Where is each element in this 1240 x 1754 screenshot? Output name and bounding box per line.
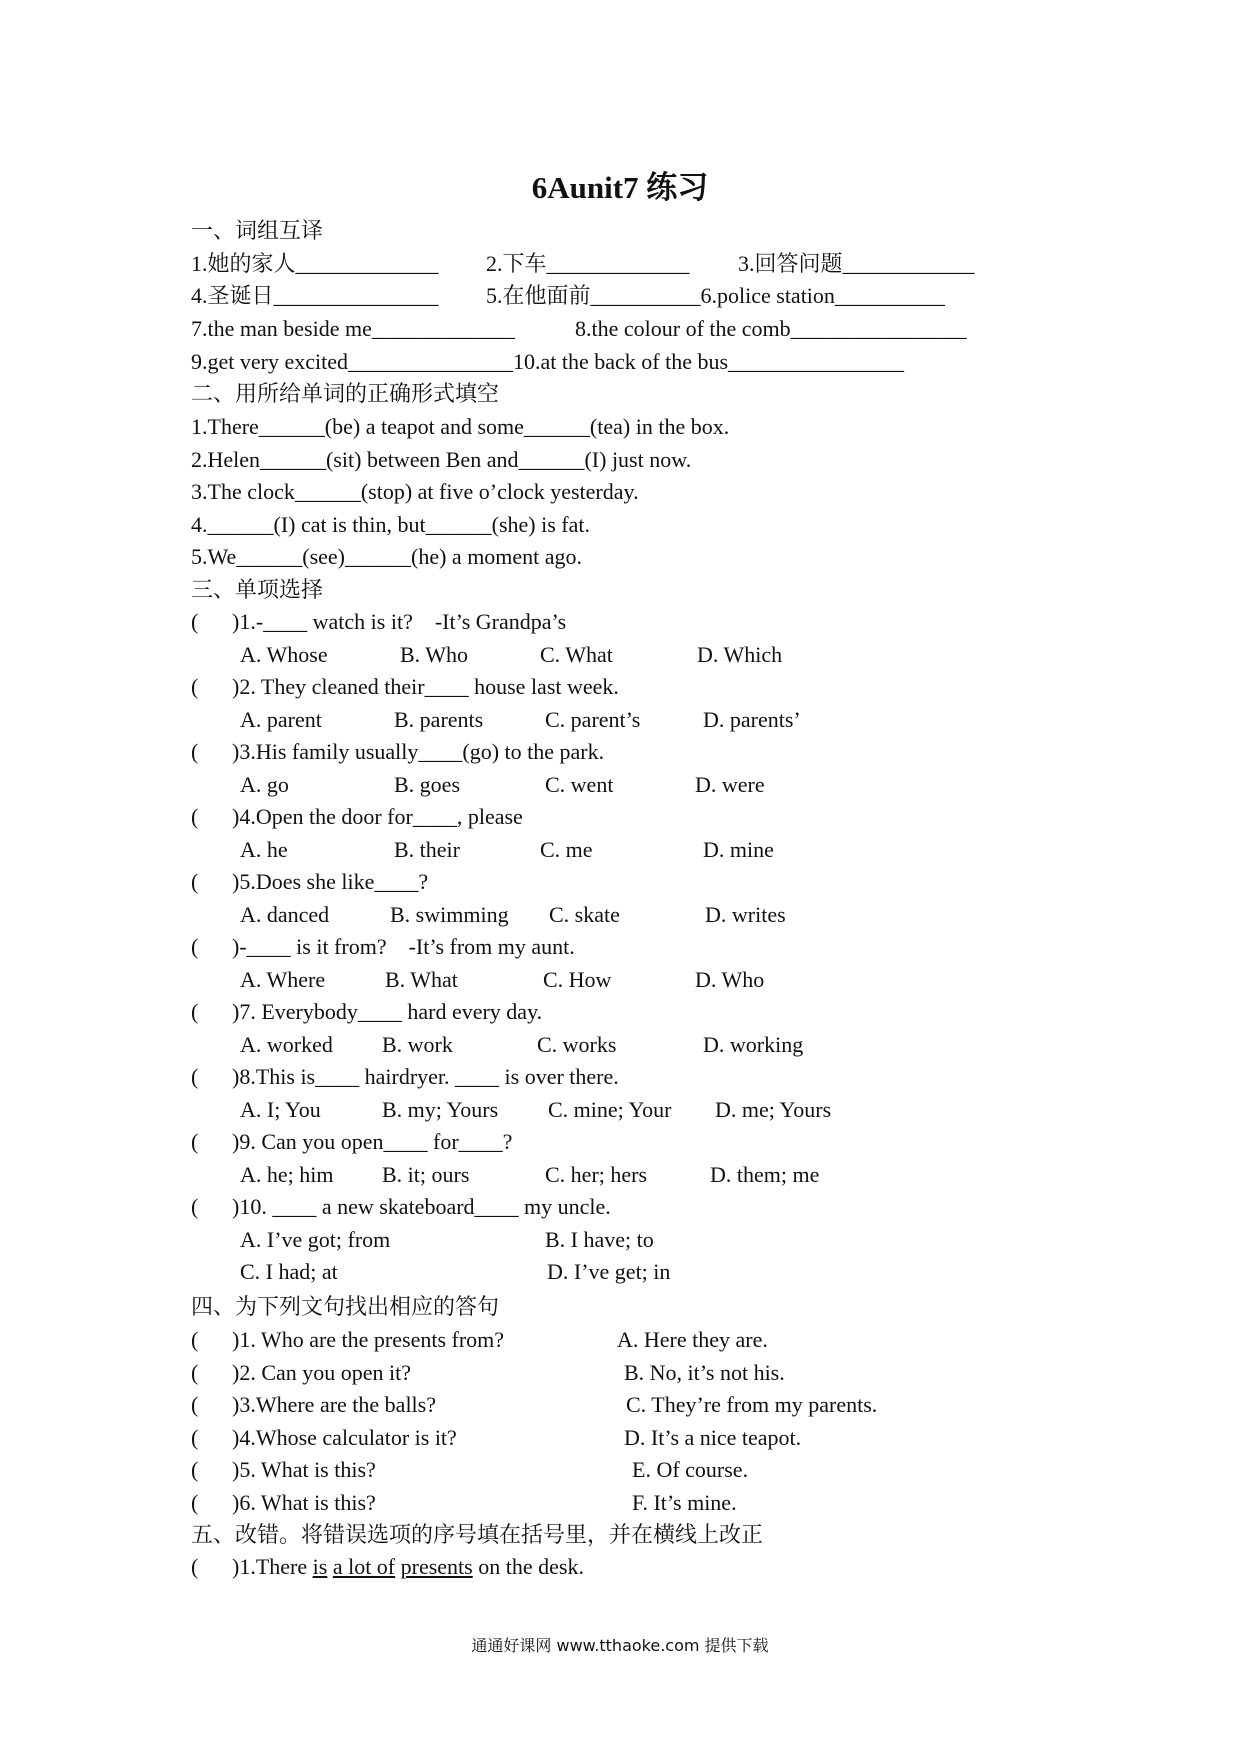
s3-q2-option-a: A. parent (240, 707, 322, 732)
section4-heading: 四、为下列文句找出相应的答句 (191, 1294, 500, 1319)
s3-q1-option-b: B. Who (400, 642, 469, 667)
s3-q9-option-b: B. it; ours (382, 1162, 470, 1187)
s4-answer-a: A. Here they are. (617, 1327, 768, 1352)
s3-q5-option-c: C. skate (549, 902, 620, 927)
s4-q1-paren: ( (191, 1327, 199, 1352)
section3-heading: 三、单项选择 (191, 577, 324, 602)
s4-q3-paren: ( (191, 1392, 199, 1417)
s3-q6-option-b: B. What (385, 967, 458, 992)
s3-q3-option-b: B. goes (394, 772, 460, 797)
s4-q4-paren: ( (191, 1425, 199, 1450)
s3-q10-option-d: D. I’ve get; in (547, 1259, 671, 1284)
s4-q3-question: )3.Where are the balls? (232, 1392, 436, 1417)
s3-q10-option-b: B. I have; to (545, 1227, 654, 1252)
s3-q8-option-c: C. mine; Your (548, 1097, 672, 1122)
s3-q10-option-a: A. I’ve got; from (240, 1227, 391, 1252)
s5-q1-underline-a: is (312, 1554, 328, 1579)
s3-q7-option-d: D. working (703, 1032, 804, 1057)
s4-q2-question: )2. Can you open it? (232, 1360, 412, 1385)
s3-q1-option-a: A. Whose (240, 642, 328, 667)
s3-q3-paren: ( (191, 739, 199, 764)
s3-q4-option-d: D. mine (703, 837, 774, 862)
s3-q1-question: )1.-____ watch is it? -It’s Grandpa’s (232, 609, 567, 634)
s4-q6-question: )6. What is this? (232, 1490, 376, 1515)
s4-answer-e: E. Of course. (632, 1457, 749, 1482)
s4-q5-paren: ( (191, 1457, 199, 1482)
s3-q7-paren: ( (191, 999, 199, 1024)
s3-q9-paren: ( (191, 1129, 199, 1154)
s1-row3-item1: 7.the man beside me_____________ (191, 316, 515, 341)
s4-answer-d: D. It’s a nice teapot. (624, 1425, 802, 1450)
s3-q2-question: )2. They cleaned their____ house last week. (232, 674, 619, 699)
s4-q4-question: )4.Whose calculator is it? (232, 1425, 457, 1450)
s3-q6-option-d: D. Who (695, 967, 765, 992)
s3-q4-option-b: B. their (394, 837, 460, 862)
s4-answer-b: B. No, it’s not his. (624, 1360, 785, 1385)
s3-q9-option-a: A. he; him (240, 1162, 334, 1187)
s4-q6-paren: ( (191, 1490, 199, 1515)
s3-q6-option-c: C. How (543, 967, 612, 992)
s2-line4: 4.______(I) cat is thin, but______(she) is fat. (191, 512, 590, 537)
s1-row1-item1: 1.她的家人_____________ (191, 251, 439, 276)
s3-q8-option-d: D. me; Yours (715, 1097, 832, 1122)
s2-line5: 5.We______(see)______(he) a moment ago. (191, 544, 583, 569)
s3-q7-option-a: A. worked (240, 1032, 333, 1057)
s3-q6-option-a: A. Where (240, 967, 326, 992)
s5-q1-post: on the desk. (472, 1554, 584, 1579)
s5-q1-paren: ( (191, 1554, 199, 1579)
s3-q5-option-d: D. writes (705, 902, 786, 927)
s3-q4-paren: ( (191, 804, 199, 829)
section1-heading: 一、词组互译 (191, 218, 324, 243)
s1-row1-item3: 3.回答问题____________ (738, 251, 975, 276)
s1-row3-item2: 8.the colour of the comb________________ (575, 316, 967, 341)
s5-q1 (232, 1552, 584, 1582)
s3-q1-option-d: D. Which (697, 642, 783, 667)
s3-q5-paren: ( (191, 869, 199, 894)
s3-q7-option-c: C. works (537, 1032, 617, 1057)
s3-q2-option-b: B. parents (394, 707, 484, 732)
section5-heading: 五、改错。将错误选项的序号填在括号里，并在横线上改正 (191, 1522, 764, 1547)
s3-q3-option-d: D. were (695, 772, 765, 797)
s5-q1-underline-c: presents (400, 1554, 473, 1579)
s3-q4-option-c: C. me (540, 837, 593, 862)
s3-q6-paren: ( (191, 934, 199, 959)
s3-q10-option-c: C. I had; at (240, 1259, 338, 1284)
s3-q3-option-a: A. go (240, 772, 289, 797)
s3-q5-option-a: A. danced (240, 902, 330, 927)
s4-q1-question: )1. Who are the presents from? (232, 1327, 505, 1352)
s3-q4-option-a: A. he (240, 837, 288, 862)
s1-row2-item2: 5.在他面前__________6.police station__________ (486, 283, 945, 308)
s3-q2-option-d: D. parents’ (703, 707, 801, 732)
s2-line1: 1.There______(be) a teapot and some______(tea) in the box. (191, 414, 730, 439)
s3-q9-option-d: D. them; me (710, 1162, 820, 1187)
s5-q1-pre: )1.There (232, 1554, 313, 1579)
page-title: 6Aunit7 练习 (531, 170, 709, 205)
s4-answer-f: F. It’s mine. (632, 1490, 737, 1515)
s4-q5-question: )5. What is this? (232, 1457, 376, 1482)
s3-q4-question: )4.Open the door for____, please (232, 804, 523, 829)
s3-q8-option-b: B. my; Yours (382, 1097, 499, 1122)
s3-q9-question: )9. Can you open____ for____? (232, 1129, 513, 1154)
s3-q1-option-c: C. What (540, 642, 613, 667)
s3-q9-option-c: C. her; hers (545, 1162, 648, 1187)
s3-q3-option-c: C. went (545, 772, 614, 797)
s1-row4: 9.get very excited_______________10.at the back of the bus________________ (191, 349, 905, 374)
s3-q7-option-b: B. work (382, 1032, 453, 1057)
s4-answer-c: C. They’re from my parents. (626, 1392, 878, 1417)
s2-line3: 3.The clock______(stop) at five o’clock yesterday. (191, 479, 639, 504)
s5-q1-underline-b: a lot of (332, 1554, 396, 1579)
s3-q8-option-a: A. I; You (240, 1097, 321, 1122)
s3-q5-question: )5.Does she like____? (232, 869, 429, 894)
section2-heading: 二、用所给单词的正确形式填空 (191, 381, 500, 406)
s3-q8-question: )8.This is____ hairdryer. ____ is over there. (232, 1064, 619, 1089)
s3-q5-option-b: B. swimming (390, 902, 509, 927)
s3-q6-question: )-____ is it from? -It’s from my aunt. (232, 934, 575, 959)
s3-q10-question: )10. ____ a new skateboard____ my uncle. (232, 1194, 611, 1219)
s3-q8-paren: ( (191, 1064, 199, 1089)
s3-q3-question: )3.His family usually____(go) to the park. (232, 739, 605, 764)
s4-q2-paren: ( (191, 1360, 199, 1385)
s2-line2: 2.Helen______(sit) between Ben and______(I) just now. (191, 447, 692, 472)
s1-row2-item1: 4.圣诞日_______________ (191, 283, 439, 308)
s1-row1-item2: 2.下车_____________ (486, 251, 690, 276)
footer-credit: 通通好课网 www.tthaoke.com 提供下载 (471, 1636, 769, 1655)
s3-q1-paren: ( (191, 609, 199, 634)
s3-q2-paren: ( (191, 674, 199, 699)
s3-q2-option-c: C. parent’s (545, 707, 641, 732)
s3-q10-paren: ( (191, 1194, 199, 1219)
s3-q7-question: )7. Everybody____ hard every day. (232, 999, 543, 1024)
